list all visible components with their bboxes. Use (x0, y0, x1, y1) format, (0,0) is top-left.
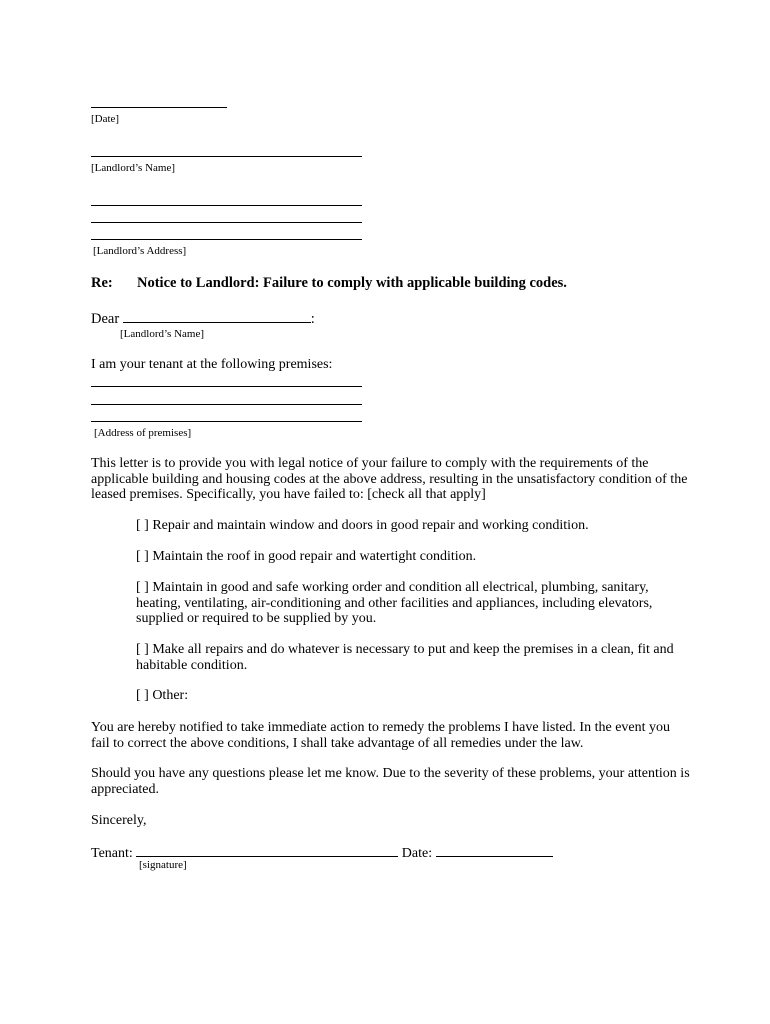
re-label: Re: (91, 275, 113, 291)
remedy-paragraph: You are hereby notified to take immediate action to remedy the problems I have listed. In the event you fail to correct the above conditions, I shall take advantage of all remedies under the law. (91, 720, 671, 751)
premises-intro: I am your tenant at the following premises: (91, 357, 333, 372)
landlord-name-blank[interactable] (123, 310, 311, 323)
premises-address-line-3[interactable] (91, 421, 362, 422)
questions-paragraph: Should you have any questions please let me know. Due to the severity of these problems, your attention is appreciated. (91, 766, 690, 797)
premises-address-line-1[interactable] (91, 386, 362, 387)
landlord-address-label: [Landlord’s Address] (93, 245, 187, 257)
salutation-name-label: [Landlord’s Name] (120, 328, 204, 340)
landlord-address-line-1[interactable] (91, 205, 362, 206)
landlord-address-line-2[interactable] (91, 222, 362, 223)
checklist-item-other[interactable]: [ ] Other: (136, 688, 189, 703)
closing-date-blank[interactable] (436, 844, 553, 857)
date-blank-line[interactable] (91, 107, 227, 108)
checklist-item-roof[interactable]: [ ] Maintain the roof in good repair and watertight condition. (136, 549, 477, 564)
dear-text: Dear (91, 311, 120, 327)
closing-date-label: Date: (401, 846, 433, 861)
tenant-label: Tenant: (91, 846, 133, 861)
tenant-signature-blank[interactable] (136, 844, 398, 857)
salutation-colon: : (310, 311, 315, 327)
date-label: [Date] (91, 113, 120, 125)
premises-address-line-2[interactable] (91, 404, 362, 405)
signature-label: [signature] (139, 859, 187, 871)
checklist-item-facilities[interactable]: [ ] Maintain in good and safe working order and condition all electrical, plumbing, sanitary, heating, ventilating, air-conditioning and other facilities and appliances, including elevators, supplied or required to be supplied by you. (136, 580, 653, 626)
premises-address-label: [Address of premises] (94, 427, 192, 439)
landlord-address-line-3[interactable] (91, 239, 362, 240)
letter-title: Notice to Landlord: Failure to comply with applicable building codes. (137, 275, 567, 291)
sincerely-text: Sincerely, (91, 813, 147, 828)
checklist-item-windows-doors[interactable]: [ ] Repair and maintain window and doors in good repair and working condition. (136, 518, 589, 533)
landlord-name-label: [Landlord’s Name] (91, 162, 175, 174)
notice-paragraph: This letter is to provide you with legal notice of your failure to comply with the requirements of the applicable building and housing codes at the above address, resulting in the unsatisfactory condition of the leased premises. Specifically, you have failed to: [check all that apply] (91, 456, 688, 502)
checklist-item-repairs[interactable]: [ ] Make all repairs and do whatever is necessary to put and keep the premises in a clean, fit and habitable condition. (136, 642, 674, 673)
salutation-line (91, 310, 315, 328)
landlord-name-blank-line[interactable] (91, 156, 362, 157)
